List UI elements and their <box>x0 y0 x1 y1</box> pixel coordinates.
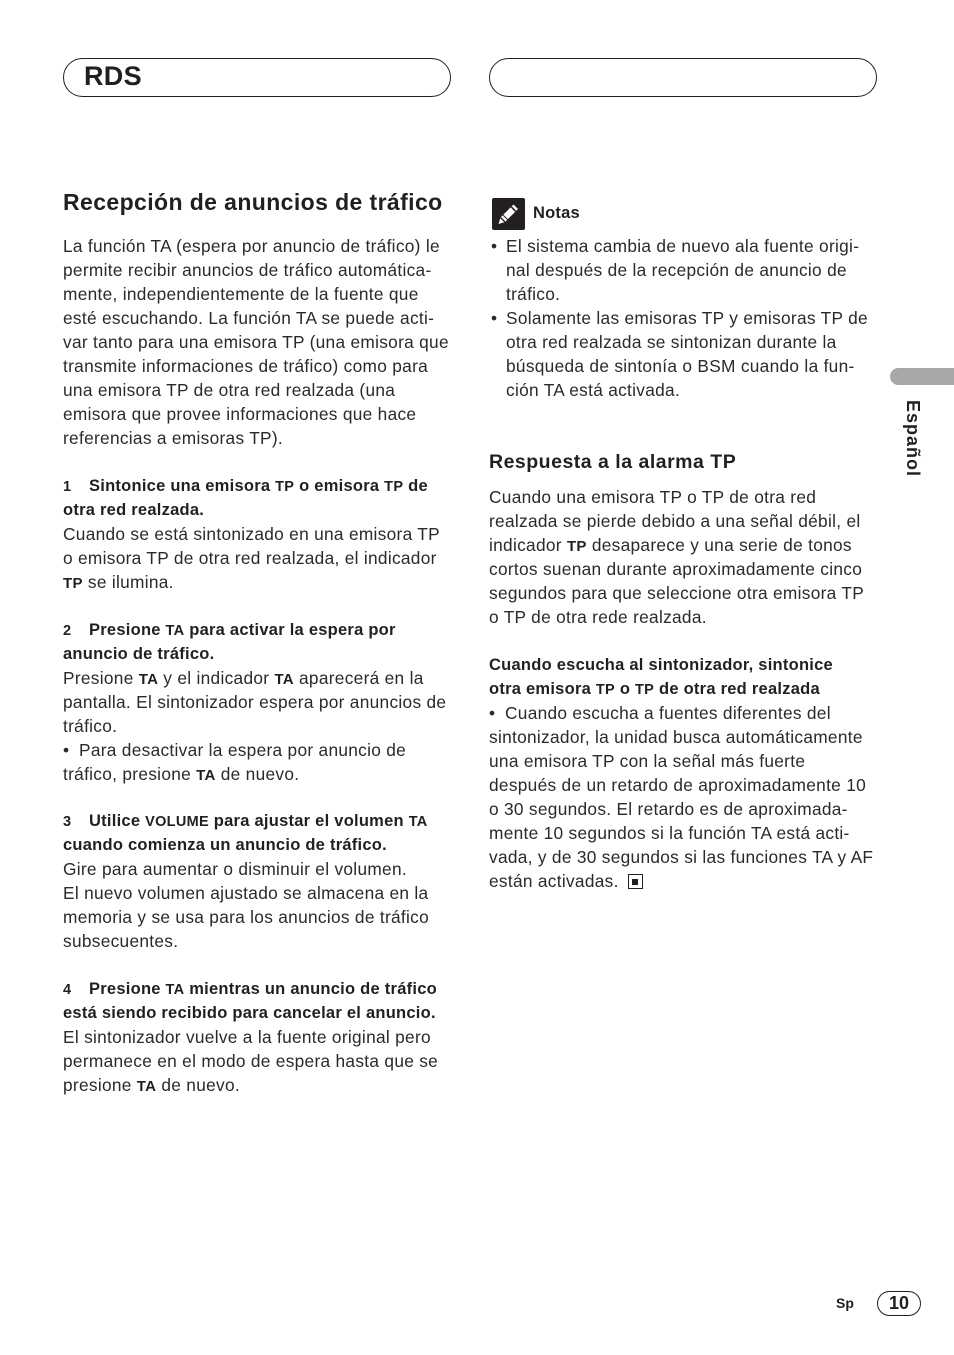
text-line <box>63 522 455 546</box>
text-line <box>506 234 881 258</box>
text-line <box>63 546 455 570</box>
text-line <box>63 762 455 786</box>
text-run: Cuando escucha al sintonizador, sintonice <box>489 656 833 674</box>
step-title <box>63 977 455 1025</box>
text-line <box>63 570 455 594</box>
text-line <box>63 666 455 690</box>
text-run: y el indicador <box>158 668 275 688</box>
text-run: subsecuentes. <box>63 931 179 951</box>
key-label: TA <box>274 671 294 688</box>
tuner-section <box>489 653 881 893</box>
text-run: memoria y se usa para los anuncios de tráfico <box>63 907 430 927</box>
bullet-symbol: • <box>491 308 498 328</box>
header-right-box <box>489 58 877 97</box>
text-run: después de un retardo de aproximadamente 10 <box>489 775 867 795</box>
text-line <box>63 258 455 282</box>
text-line <box>63 618 455 642</box>
intro-paragraph <box>63 234 455 450</box>
text-run: o 30 segundos. El retardo es de aproximada- <box>489 799 848 819</box>
text-run: está siendo recibido para cancelar el anuncio. <box>63 1004 436 1022</box>
step-title <box>63 618 455 666</box>
text-line <box>506 282 881 306</box>
note-item <box>489 234 881 306</box>
text-line <box>63 1025 455 1049</box>
text-run: presione <box>63 1075 137 1095</box>
section-title: RDS <box>84 61 142 91</box>
key-label: VOLUME <box>145 814 209 830</box>
text-run: Presione <box>89 621 166 639</box>
text-run: cortos suenan durante aproximadamente cinco <box>489 559 863 579</box>
text-line <box>63 330 455 354</box>
text-line <box>63 1049 455 1073</box>
footer-language-code: Sp <box>836 1295 854 1311</box>
text-run: anuncio de tráfico. <box>63 645 215 663</box>
key-label: TP <box>595 682 616 698</box>
text-run: permite recibir anuncios de tráfico automática- <box>63 260 432 280</box>
text-run: sintonizador, la unidad busca automáticamente <box>489 727 863 747</box>
text-run: de nuevo. <box>156 1075 240 1095</box>
text-run: otra red realzada se sintonizan durante la <box>506 332 837 352</box>
text-run: o emisora <box>294 477 385 495</box>
step-4 <box>63 977 455 1097</box>
text-run: una emisora TP de otra red realzada (una <box>63 380 396 400</box>
key-label: TP <box>384 479 404 495</box>
text-line <box>506 330 881 354</box>
text-run: Cuando escucha a fuentes diferentes del <box>505 703 831 723</box>
tuner-body <box>489 701 881 893</box>
step-title <box>63 474 455 522</box>
text-run: otra red realzada. <box>63 501 205 519</box>
text-line <box>63 1001 455 1025</box>
text-run: vada, y de 30 segundos si las funciones TA y AF <box>489 847 874 867</box>
step-body <box>63 1025 455 1097</box>
bullet-symbol: • <box>489 703 496 723</box>
step-1 <box>63 474 455 594</box>
text-line <box>489 605 881 629</box>
text-line <box>63 738 455 762</box>
key-label: TP <box>275 479 295 495</box>
text-run: desaparece y una serie de tonos <box>586 535 852 555</box>
text-line <box>489 677 881 701</box>
language-tab-marker <box>890 368 954 385</box>
text-run: o TP de otra rede realzada. <box>489 607 707 627</box>
text-run: permanece en el modo de espera hasta que se <box>63 1051 439 1071</box>
text-line <box>63 833 455 857</box>
text-line <box>63 929 455 953</box>
text-run: Para desactivar la espera por anuncio de <box>79 740 407 760</box>
text-line <box>63 378 455 402</box>
step-body <box>63 522 455 594</box>
notes-icon <box>492 198 525 230</box>
key-label: TA <box>408 814 428 830</box>
text-line <box>63 498 455 522</box>
step-body <box>63 666 455 786</box>
language-tab-label: Español <box>903 400 923 478</box>
text-run: segundos para que seleccione otra emisora TP <box>489 583 865 603</box>
text-line <box>63 714 455 738</box>
text-run: una emisora TP con la señal más fuerte <box>489 751 806 771</box>
text-run: El nuevo volumen ajustado se almacena en la <box>63 883 429 903</box>
text-line <box>63 234 455 258</box>
step-number: 3 <box>63 814 72 830</box>
text-line <box>489 557 881 581</box>
text-line <box>489 653 881 677</box>
key-label: TA <box>165 623 185 639</box>
key-label: TA <box>138 671 159 688</box>
key-label: TA <box>196 767 216 784</box>
text-line <box>489 869 881 893</box>
step-number: 1 <box>63 479 72 495</box>
text-line <box>63 282 455 306</box>
text-run: Gire para aumentar o disminuir el volumen. <box>63 859 407 879</box>
text-run: El sistema cambia de nuevo ala fuente origi- <box>506 236 860 256</box>
bullet-symbol: • <box>63 740 70 760</box>
text-run: nal después de la recepción de anuncio de <box>506 260 847 280</box>
text-run: de <box>403 477 428 495</box>
notes-label: Notas <box>533 204 580 222</box>
text-line <box>63 977 455 1001</box>
text-line <box>489 749 881 773</box>
text-line <box>63 1073 455 1097</box>
text-line <box>489 845 881 869</box>
text-line <box>63 306 455 330</box>
text-run: cuando comienza un anuncio de tráfico. <box>63 836 387 854</box>
text-line <box>489 821 881 845</box>
text-run: Presione <box>89 980 166 998</box>
text-run: de nuevo. <box>215 764 300 784</box>
text-line <box>489 509 881 533</box>
tuner-subheading <box>489 653 881 701</box>
text-run: Cuando se está sintonizado en una emisora TP <box>63 524 440 544</box>
text-line <box>63 809 455 833</box>
text-line <box>63 474 455 498</box>
text-run: var tanto para una emisora TP (una emisora que <box>63 332 449 352</box>
text-run: otra emisora <box>489 680 596 698</box>
step-title <box>63 809 455 857</box>
text-line <box>489 701 881 725</box>
text-run: Solamente las emisoras TP y emisoras TP de <box>506 308 868 328</box>
text-run: Sintonice una emisora <box>89 477 276 495</box>
key-label: TP <box>566 538 587 555</box>
text-run: están activadas. <box>489 871 619 891</box>
text-run: se ilumina. <box>82 572 174 592</box>
text-line <box>489 725 881 749</box>
text-run: esté escuchando. La función TA se puede acti- <box>63 308 435 328</box>
key-label: TA <box>165 982 185 998</box>
page-heading: Recepción de anuncios de tráfico <box>63 189 443 215</box>
text-run: Utilice <box>89 812 146 830</box>
text-run: mente 10 segundos si la función TA está acti- <box>489 823 850 843</box>
text-line <box>506 354 881 378</box>
text-run: tráfico. <box>63 716 118 736</box>
text-run: Cuando una emisora TP o TP de otra red <box>489 487 817 507</box>
header-section-box <box>63 58 451 97</box>
text-run: emisora que provee informaciones que hace <box>63 404 417 424</box>
text-run: pantalla. El sintonizador espera por anuncios de <box>63 692 447 712</box>
text-run: La función TA (espera por anuncio de tráfico) le <box>63 236 440 256</box>
text-run: mente, independientemente de la fuente que <box>63 284 419 304</box>
text-line <box>63 642 455 666</box>
text-line <box>63 690 455 714</box>
text-line <box>489 533 881 557</box>
step-number: 2 <box>63 623 72 639</box>
step-2 <box>63 618 455 786</box>
text-line <box>63 881 455 905</box>
text-line <box>63 402 455 426</box>
text-run: búsqueda de sintonía o BSM cuando la fun- <box>506 356 855 376</box>
note-text <box>506 234 881 306</box>
note-item <box>489 306 881 402</box>
text-run: de otra red realzada <box>654 680 820 698</box>
text-line <box>506 258 881 282</box>
text-run: referencias a emisoras TP). <box>63 428 284 448</box>
notes-list <box>489 234 881 402</box>
text-run: El sintonizador vuelve a la fuente original pero <box>63 1027 431 1047</box>
text-line <box>63 905 455 929</box>
bullet-symbol: • <box>491 236 498 256</box>
text-line <box>506 306 881 330</box>
text-run: mientras un anuncio de tráfico <box>184 980 437 998</box>
section-heading-alarm: Respuesta a la alarma TP <box>489 451 737 473</box>
step-3 <box>63 809 455 953</box>
text-run: Presione <box>63 668 139 688</box>
text-line <box>489 485 881 509</box>
text-run: ción TA está activada. <box>506 380 681 400</box>
text-line <box>489 797 881 821</box>
key-label: TA <box>136 1078 157 1095</box>
key-label: TP <box>63 575 83 592</box>
key-label: TP <box>635 682 655 698</box>
text-run: indicador <box>489 535 567 555</box>
text-line <box>489 581 881 605</box>
text-run: transmite informaciones de tráfico) como para <box>63 356 429 376</box>
text-line <box>489 773 881 797</box>
text-line <box>63 354 455 378</box>
step-body <box>63 857 455 953</box>
text-run: para activar la espera por <box>184 621 396 639</box>
alarm-paragraph <box>489 485 881 629</box>
text-run: tráfico. <box>506 284 561 304</box>
end-mark-icon <box>628 874 643 889</box>
text-run: realzada se pierde debido a una señal débil, el <box>489 511 861 531</box>
text-line <box>63 857 455 881</box>
text-line <box>63 426 455 450</box>
step-number: 4 <box>63 982 72 998</box>
text-line <box>506 378 881 402</box>
text-run: para ajustar el volumen <box>208 812 409 830</box>
text-run: o <box>615 680 636 698</box>
text-run: aparecerá en la <box>293 668 424 688</box>
text-run: tráfico, presione <box>63 764 197 784</box>
note-text <box>506 306 881 402</box>
text-run: o emisora TP de otra red realzada, el indicador <box>63 548 437 568</box>
page-number: 10 <box>877 1291 921 1316</box>
